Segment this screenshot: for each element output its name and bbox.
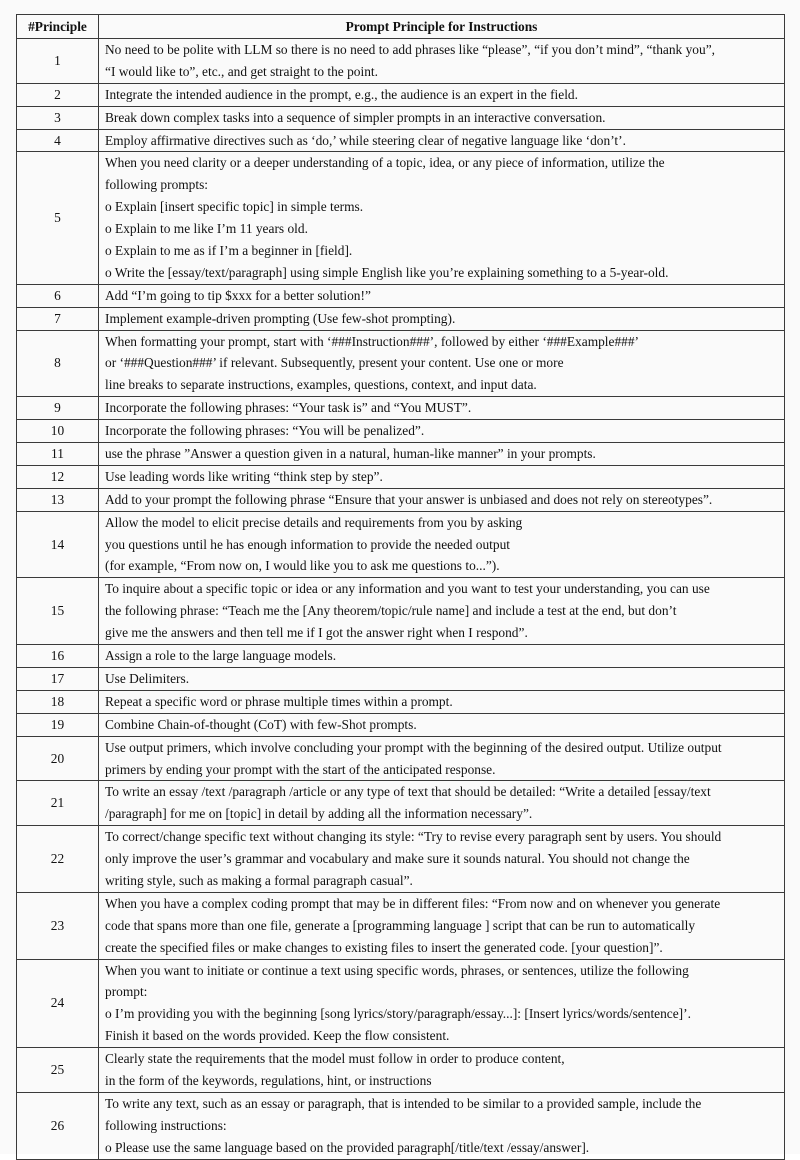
- principle-number-cell: [17, 83, 99, 106]
- principle-number: 10: [50, 423, 65, 439]
- principle-text-line: Combine Chain-of-thought (CoT) with few-Shot prompts.: [105, 716, 417, 732]
- principle-number-cell: [17, 488, 99, 511]
- table-row: [17, 465, 785, 488]
- principle-number-cell: [17, 420, 99, 443]
- principle-number: 21: [50, 795, 65, 811]
- principle-text-line: Clearly state the requirements that the model must follow in order to produce content,: [105, 1051, 565, 1067]
- principle-number: 17: [50, 670, 65, 686]
- principle-text-line: Incorporate the following phrases: “You will be penalized”.: [105, 423, 425, 439]
- header-label: #Principle: [28, 19, 87, 34]
- principle-number-cell: [17, 465, 99, 488]
- table-row: [17, 330, 785, 397]
- principle-text-line: writing style, such as making a formal paragraph casual”.: [105, 872, 413, 888]
- principle-text-cell: [99, 420, 785, 443]
- principle-text-line: No need to be polite with LLM so there is no need to add phrases like “please”, “if you don’t mind”, “thank you”,: [105, 42, 715, 57]
- principle-text-line: prompt:: [105, 984, 148, 1000]
- principle-text-cell: [99, 330, 785, 397]
- principle-number-cell: [17, 578, 99, 645]
- principle-number-cell: [17, 1048, 99, 1093]
- principle-text-line: /paragraph] for me on [topic] in detail by adding all the information necessary”.: [105, 806, 533, 822]
- principle-number: 8: [54, 355, 61, 371]
- table-row: [17, 397, 785, 420]
- principle-text-line: Assign a role to the large language models.: [105, 648, 337, 664]
- principle-text-line: Use leading words like writing “think step by step”.: [105, 468, 383, 484]
- principle-text-line: following prompts:: [105, 177, 209, 193]
- principle-number-cell: [17, 690, 99, 713]
- table-row: [17, 645, 785, 668]
- principle-text-cell: [99, 129, 785, 152]
- principle-text-line: Add “I’m going to tip $xxx for a better solution!”: [105, 287, 371, 303]
- principle-text-line: o I’m providing you with the beginning [song lyrics/story/paragraph/essay...]: [Insert lyrics/words/sentence]’.: [105, 1006, 691, 1022]
- principle-text-line: To correct/change specific text without changing its style: “Try to revise every paragraph sent by users. You should: [105, 829, 722, 845]
- principle-text-line: give me the answers and then tell me if I got the answer right when I respond”.: [105, 625, 528, 641]
- table-row: [17, 106, 785, 129]
- principle-number: 19: [50, 716, 65, 732]
- principle-number-cell: [17, 39, 99, 84]
- principle-text-line: Break down complex tasks into a sequence of simpler prompts in an interactive conversation.: [105, 109, 606, 125]
- table-row: [17, 39, 785, 84]
- principle-number-cell: [17, 307, 99, 330]
- principle-text-line: o Explain to me like I’m 11 years old.: [105, 221, 308, 237]
- principle-number-cell: [17, 330, 99, 397]
- table-row: [17, 713, 785, 736]
- principle-text-line: in the form of the keywords, regulations, hint, or instructions: [105, 1072, 432, 1088]
- principle-number: 16: [50, 647, 65, 663]
- principle-text-line: Integrate the intended audience in the prompt, e.g., the audience is an expert in the field.: [105, 86, 578, 102]
- header-row: [17, 15, 785, 39]
- principle-text-line: Employ affirmative directives such as ‘do,’ while steering clear of negative language like ‘don’t’.: [105, 132, 626, 148]
- principle-number: 11: [51, 445, 64, 461]
- table-row: [17, 578, 785, 645]
- table-row: [17, 1092, 785, 1159]
- principle-number-cell: [17, 284, 99, 307]
- principle-text-line: When formatting your prompt, start with ‘###Instruction###’, followed by either ‘###Example###’: [105, 333, 640, 349]
- principle-number: 14: [50, 536, 65, 552]
- principle-text-line: following instructions:: [105, 1117, 227, 1133]
- table-row: [17, 1048, 785, 1093]
- principle-text-cell: [99, 488, 785, 511]
- principle-text-line: When you have a complex coding prompt that may be in different files: “From now and on whenever you generate: [105, 895, 721, 911]
- principle-number-cell: [17, 129, 99, 152]
- principle-text-cell: [99, 892, 785, 959]
- table-row: [17, 736, 785, 781]
- principle-text-line: line breaks to separate instructions, examples, questions, context, and input data.: [105, 377, 537, 393]
- principle-text-cell: [99, 645, 785, 668]
- principle-text-line: Use Delimiters.: [105, 670, 190, 686]
- table-row: [17, 488, 785, 511]
- principle-number: 20: [50, 750, 65, 766]
- table-row: [17, 781, 785, 826]
- principle-number: 5: [54, 210, 61, 226]
- principle-text-line: use the phrase ”Answer a question given in a natural, human-like manner” in your prompts.: [105, 446, 596, 462]
- principles-table: [16, 14, 785, 1160]
- table-row: [17, 690, 785, 713]
- principle-text-cell: [99, 1092, 785, 1159]
- principle-number: 9: [54, 400, 61, 416]
- principle-number: 26: [50, 1117, 65, 1133]
- principle-text-line: or ‘###Question###’ if relevant. Subsequently, present your content. Use one or more: [105, 355, 564, 371]
- principle-number-cell: [17, 1092, 99, 1159]
- table-row: [17, 892, 785, 959]
- header-label: Prompt Principle for Instructions: [345, 19, 538, 34]
- principle-text-line: Allow the model to elicit precise details and requirements from you by asking: [105, 514, 523, 530]
- principle-number: 18: [50, 693, 65, 709]
- principle-text-line: you questions until he has enough information to provide the needed output: [105, 536, 510, 552]
- principle-text-line: When you want to initiate or continue a text using specific words, phrases, or sentences, utilize the following: [105, 962, 689, 978]
- table-row: [17, 667, 785, 690]
- principle-text-line: (for example, “From now on, I would like you to ask me questions to...”).: [105, 558, 500, 574]
- principle-text-line: To inquire about a specific topic or idea or any information and you want to test your understanding, you can use: [105, 581, 710, 597]
- principle-text-line: the following phrase: “Teach me the [Any theorem/topic/rule name] and include a test at the end, but don’t: [105, 603, 677, 619]
- principle-text-line: create the specified files or make changes to existing files to insert the generated code. [your question]”.: [105, 939, 663, 955]
- principle-text-cell: [99, 781, 785, 826]
- table-row: [17, 826, 785, 893]
- principle-number: 6: [54, 287, 61, 303]
- principle-text-line: “I would like to”, etc., and get straight to the point.: [105, 63, 378, 79]
- principle-number: 12: [50, 468, 65, 484]
- principle-text-line: To write an essay /text /paragraph /article or any type of text that should be detailed: “Write a detailed [essay/text: [105, 784, 711, 800]
- principle-number-cell: [17, 645, 99, 668]
- principle-number: 25: [50, 1061, 65, 1077]
- principle-text-line: Incorporate the following phrases: “Your task is” and “You MUST”.: [105, 400, 472, 416]
- principle-number: 22: [50, 851, 65, 866]
- principle-text-line: Finish it based on the words provided. Keep the flow consistent.: [105, 1028, 450, 1044]
- principle-text-cell: [99, 465, 785, 488]
- table-row: [17, 307, 785, 330]
- principle-number: 3: [54, 109, 61, 125]
- principle-text-cell: [99, 667, 785, 690]
- principle-text-line: o Explain to me as if I’m a beginner in [field].: [105, 243, 353, 259]
- principle-text-cell: [99, 106, 785, 129]
- principle-number: 4: [54, 132, 61, 148]
- principle-text-cell: [99, 443, 785, 466]
- principle-number-cell: [17, 443, 99, 466]
- principle-text-cell: [99, 39, 785, 84]
- principle-text-line: only improve the user’s grammar and vocabulary and make sure it sounds natural. You should not change the: [105, 851, 690, 867]
- principle-text-line: primers by ending your prompt with the start of the anticipated response.: [105, 761, 496, 777]
- principle-text-cell: [99, 152, 785, 284]
- principle-text-line: o Explain [insert specific topic] in simple terms.: [105, 199, 364, 215]
- principle-text-line: Repeat a specific word or phrase multiple times within a prompt.: [105, 693, 453, 709]
- principle-number-cell: [17, 511, 99, 578]
- principle-number: 1: [54, 52, 61, 68]
- principle-text-cell: [99, 284, 785, 307]
- table-row: [17, 129, 785, 152]
- principle-text-cell: [99, 578, 785, 645]
- principle-text-line: Implement example-driven prompting (Use few-shot prompting).: [105, 310, 456, 326]
- principle-number-cell: [17, 397, 99, 420]
- principle-number: 13: [50, 491, 65, 507]
- principle-text-cell: [99, 736, 785, 781]
- principle-text-line: To write any text, such as an essay or paragraph, that is intended to be similar to a provided sample, include the: [105, 1095, 702, 1111]
- principle-text-cell: [99, 1048, 785, 1093]
- principle-number: 15: [50, 603, 65, 619]
- principle-number-cell: [17, 826, 99, 893]
- principle-text-cell: [99, 826, 785, 893]
- principle-number-cell: [17, 713, 99, 736]
- principle-number: 2: [54, 86, 61, 102]
- principle-text-line: Use output primers, which involve concluding your prompt with the beginning of the desired output. Utilize output: [105, 739, 722, 755]
- principle-text-cell: [99, 713, 785, 736]
- principle-number-cell: [17, 892, 99, 959]
- principle-number-cell: [17, 152, 99, 284]
- column-header-principle-number: [17, 15, 99, 39]
- column-header-prompt-principle: [99, 15, 785, 39]
- principle-text-cell: [99, 511, 785, 578]
- principle-text-line: o Write the [essay/text/paragraph] using simple English like you’re explaining something to a 5-year-old.: [105, 264, 669, 280]
- principle-number-cell: [17, 781, 99, 826]
- table-header: [17, 15, 785, 39]
- principle-text-line: When you need clarity or a deeper understanding of a topic, idea, or any piece of information, utilize the: [105, 155, 665, 171]
- principle-text-line: Add to your prompt the following phrase “Ensure that your answer is unbiased and does not rely on stereotypes”.: [105, 491, 713, 507]
- table-body: [17, 39, 785, 1160]
- principle-text-cell: [99, 307, 785, 330]
- principle-number-cell: [17, 106, 99, 129]
- table-row: [17, 959, 785, 1048]
- table-row: [17, 420, 785, 443]
- table-row: [17, 152, 785, 284]
- principle-text-cell: [99, 959, 785, 1048]
- table-row: [17, 83, 785, 106]
- table-row: [17, 511, 785, 578]
- principle-text-line: o Please use the same language based on the provided paragraph[/title/text /essay/answer].: [105, 1139, 590, 1155]
- principle-number: 24: [50, 995, 65, 1011]
- table-row: [17, 443, 785, 466]
- principle-text-cell: [99, 690, 785, 713]
- principle-text-cell: [99, 83, 785, 106]
- table-row: [17, 284, 785, 307]
- principle-number: 23: [50, 917, 65, 933]
- principle-number-cell: [17, 667, 99, 690]
- principle-text-cell: [99, 397, 785, 420]
- principle-number-cell: [17, 959, 99, 1048]
- principle-text-line: code that spans more than one file, generate a [programming language ] script that can be run to automatically: [105, 917, 696, 933]
- principle-number: 7: [54, 310, 61, 326]
- principle-number-cell: [17, 736, 99, 781]
